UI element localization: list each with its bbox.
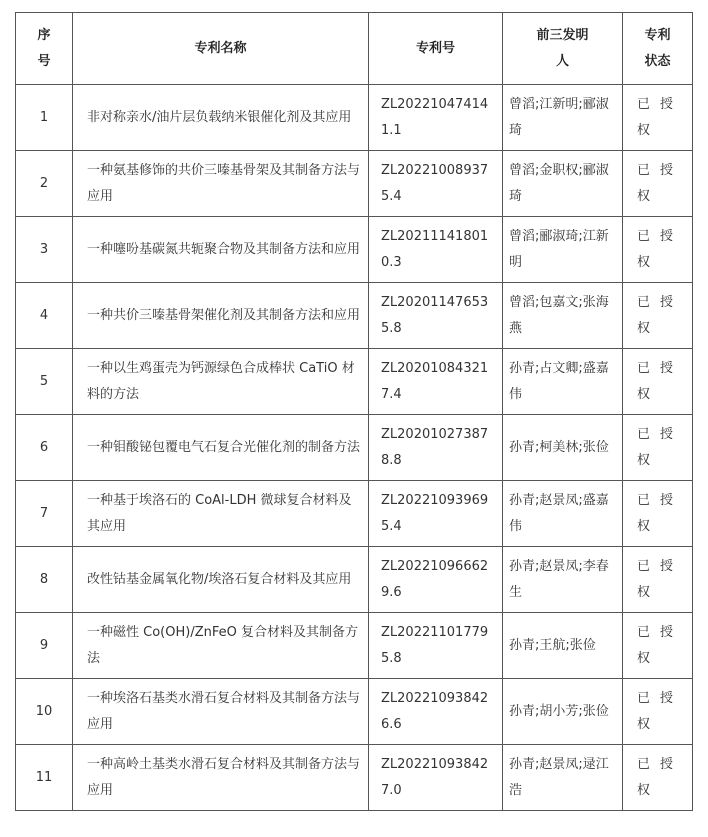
table-row bbox=[16, 85, 693, 151]
inventors: 孙青;赵景凤;李春生 bbox=[503, 547, 623, 613]
patent-status bbox=[623, 349, 693, 415]
row-number: 6 bbox=[16, 415, 73, 481]
status-text: 已授权 bbox=[637, 294, 684, 336]
patent-name: 一种埃洛石基类水滑石复合材料及其制备方法与应用 bbox=[73, 679, 369, 745]
header-row bbox=[16, 13, 693, 85]
table-row bbox=[16, 151, 693, 217]
status-text: 已授权 bbox=[637, 690, 684, 732]
row-number: 7 bbox=[16, 481, 73, 547]
table-row bbox=[16, 745, 693, 811]
patent-status bbox=[623, 613, 693, 679]
inventors: 孙青;柯美林;张俭 bbox=[503, 415, 623, 481]
patent-id: ZL202210089375.4 bbox=[369, 151, 503, 217]
row-number: 1 bbox=[16, 85, 73, 151]
patent-name: 一种高岭土基类水滑石复合材料及其制备方法与应用 bbox=[73, 745, 369, 811]
patent-name: 一种共价三嗪基骨架催化剂及其制备方法和应用 bbox=[73, 283, 369, 349]
patent-id: ZL202211017795.8 bbox=[369, 613, 503, 679]
patent-id: ZL202010843217.4 bbox=[369, 349, 503, 415]
table-row bbox=[16, 217, 693, 283]
status-text: 已授权 bbox=[637, 228, 684, 270]
patent-name: 一种以生鸡蛋壳为钙源绿色合成棒状 CaTiO 材料的方法 bbox=[73, 349, 369, 415]
row-number: 4 bbox=[16, 283, 73, 349]
patent-name: 非对称亲水/油片层负载纳米银催化剂及其应用 bbox=[73, 85, 369, 151]
patent-name: 改性钴基金属氧化物/埃洛石复合材料及其应用 bbox=[73, 547, 369, 613]
inventors: 曾滔;郦淑琦;江新明 bbox=[503, 217, 623, 283]
table-row bbox=[16, 283, 693, 349]
patent-table bbox=[15, 12, 693, 811]
table-row bbox=[16, 415, 693, 481]
patent-id: ZL202111418010.3 bbox=[369, 217, 503, 283]
status-text: 已授权 bbox=[637, 624, 684, 666]
status-text: 已授权 bbox=[637, 162, 684, 204]
header-status: 专利状态 bbox=[623, 13, 693, 85]
table-row bbox=[16, 679, 693, 745]
header-inventors: 前三发明人 bbox=[503, 13, 623, 85]
row-number: 11 bbox=[16, 745, 73, 811]
inventors: 孙青;胡小芳;张俭 bbox=[503, 679, 623, 745]
patent-name: 一种噻吩基碳氮共轭聚合物及其制备方法和应用 bbox=[73, 217, 369, 283]
row-number: 8 bbox=[16, 547, 73, 613]
inventors: 曾滔;包嘉文;张海燕 bbox=[503, 283, 623, 349]
status-text: 已授权 bbox=[637, 558, 684, 600]
table-row bbox=[16, 349, 693, 415]
patent-id: ZL202210938426.6 bbox=[369, 679, 503, 745]
status-text: 已授权 bbox=[637, 492, 684, 534]
patent-name: 一种钼酸铋包覆电气石复合光催化剂的制备方法 bbox=[73, 415, 369, 481]
patent-id: ZL202210939695.4 bbox=[369, 481, 503, 547]
patent-status bbox=[623, 745, 693, 811]
patent-name: 一种基于埃洛石的 CoAl-LDH 微球复合材料及其应用 bbox=[73, 481, 369, 547]
table-row bbox=[16, 613, 693, 679]
status-text: 已授权 bbox=[637, 360, 684, 402]
patent-id: ZL202210474141.1 bbox=[369, 85, 503, 151]
patent-id: ZL202210938427.0 bbox=[369, 745, 503, 811]
row-number: 10 bbox=[16, 679, 73, 745]
table-header bbox=[16, 13, 693, 85]
row-number: 9 bbox=[16, 613, 73, 679]
patent-name: 一种磁性 Co(OH)/ZnFeO 复合材料及其制备方法 bbox=[73, 613, 369, 679]
patent-status bbox=[623, 283, 693, 349]
table-row bbox=[16, 481, 693, 547]
patent-name: 一种氨基修饰的共价三嗪基骨架及其制备方法与应用 bbox=[73, 151, 369, 217]
patent-id: ZL202010273878.8 bbox=[369, 415, 503, 481]
patent-id: ZL202210966629.6 bbox=[369, 547, 503, 613]
patent-status bbox=[623, 85, 693, 151]
row-number: 3 bbox=[16, 217, 73, 283]
inventors: 曾滔;江新明;郦淑琦 bbox=[503, 85, 623, 151]
patent-status bbox=[623, 415, 693, 481]
inventors: 孙青;占文卿;盛嘉伟 bbox=[503, 349, 623, 415]
inventors: 曾滔;金职权;郦淑琦 bbox=[503, 151, 623, 217]
status-text: 已授权 bbox=[637, 96, 684, 138]
patent-id: ZL202011476535.8 bbox=[369, 283, 503, 349]
table-body bbox=[16, 85, 693, 811]
patent-status bbox=[623, 217, 693, 283]
table-row bbox=[16, 547, 693, 613]
header-number: 序号 bbox=[16, 13, 73, 85]
header-patent-name: 专利名称 bbox=[73, 13, 369, 85]
patent-status bbox=[623, 547, 693, 613]
inventors: 孙青;赵景凤;盛嘉伟 bbox=[503, 481, 623, 547]
status-text: 已授权 bbox=[637, 756, 684, 798]
header-patent-id: 专利号 bbox=[369, 13, 503, 85]
inventors: 孙青;王航;张俭 bbox=[503, 613, 623, 679]
status-text: 已授权 bbox=[637, 426, 684, 468]
patent-status bbox=[623, 481, 693, 547]
row-number: 5 bbox=[16, 349, 73, 415]
inventors: 孙青;赵景凤;逯江浩 bbox=[503, 745, 623, 811]
patent-status bbox=[623, 151, 693, 217]
patent-status bbox=[623, 679, 693, 745]
row-number: 2 bbox=[16, 151, 73, 217]
